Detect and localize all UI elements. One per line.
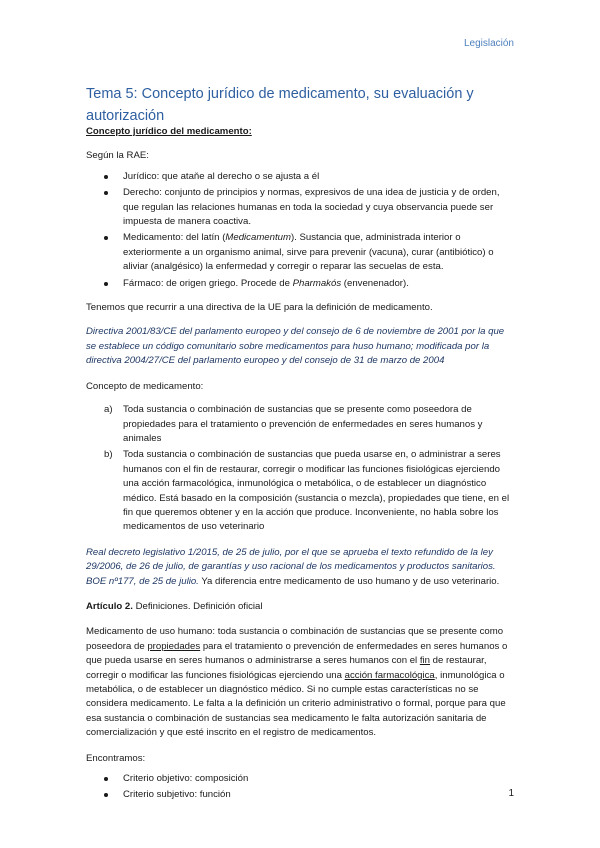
official-definition — [86, 625, 516, 740]
page-number: 1 — [508, 788, 514, 799]
definition-part: Medicamento de uso humano: toda sustancia o combinación de sustancias que se presente como poseedora de — [86, 626, 504, 652]
bullet-icon — [104, 777, 108, 781]
list-item-text: Derecho: conjunto de principios y normas, expresivos de una idea de justicia y de orden, que regulan las relaciones humanas en toda la sociedad y cuya observancia puede ser impuesta de manera coactiva. — [123, 187, 500, 228]
list-item — [86, 772, 516, 786]
bullet-icon — [104, 175, 108, 179]
decree-note: Ya diferencia entre medicamento de uso humano y de uso veterinario. — [198, 575, 500, 587]
concept-title: Concepto de medicamento: — [86, 380, 204, 392]
list-item-text-post: (envenenador). — [341, 277, 409, 289]
definition-keyword: acción farmacológica — [344, 669, 435, 681]
list-item-text-emphasis: Pharmakós — [292, 277, 342, 289]
list-item-text-emphasis: Medicamentum — [225, 232, 291, 244]
list-marker: a) — [104, 404, 113, 416]
decree-paragraph — [86, 546, 516, 589]
article-text: Definiciones. Definición oficial — [132, 600, 263, 612]
list-item-text: Toda sustancia o combinación de sustancias que pueda usarse en, o administrar a seres humanos con el fin de restaurar, corregir o modificar las funciones fisiológicas ejerciendo una acción farmacológica, inmunológica o metabólica, o de establecer un diagnóstico médico. Está basado en la composición (sustancia o mezcla), propiedades que tiene, en el fin que queremos obtener y en la acción que produce. Inconveniente, no habla sobre los medicamentos de uso veterinario — [123, 449, 510, 533]
definition-part: para el tratamiento o prevención de enfermedades en seres humanos o que pueda usarse en seres humanos o administrarse a seres humanos con el — [86, 640, 508, 667]
directive-intro: Tenemos que recurrir a una directiva de la UE para la definición de medicamento. — [86, 302, 433, 314]
list-item — [86, 277, 516, 291]
bullet-icon — [104, 236, 108, 240]
document-body — [86, 125, 516, 805]
list-item-text: Jurídico: que ataňe al derecho o se ajusta a él — [123, 170, 320, 182]
article-label: Artículo 2. — [86, 600, 133, 612]
criteria-list — [86, 772, 516, 803]
list-item — [86, 448, 516, 534]
list-item-text: Toda sustancia o combinación de sustancias que se presente como poseedora de propiedades para el tratamiento o prevención de enfermedades en seres humanos y animales — [123, 404, 483, 444]
bullet-icon — [104, 793, 108, 797]
list-item-text-post: ). Sustancia que, administrada interior o exteriormente a un organismo animal, sirve para prevenir (vacuna), curar (antibiótico) o aliviar (analgésico) la enfermedad y corregir o reparar las secuelas de esta. — [123, 232, 494, 273]
definition-keyword: propiedades — [147, 640, 201, 652]
list-item — [86, 231, 516, 274]
list-item-text: Criterio objetivo: composición — [123, 773, 249, 785]
section-subtitle: Concepto jurídico del medicamento: — [86, 126, 252, 137]
running-header: Legislación — [463, 38, 514, 49]
list-item — [86, 186, 516, 229]
rae-definitions-list — [86, 170, 516, 291]
list-item-text-pre: Medicamento: del latín ( — [123, 232, 226, 244]
list-item-text: Criterio subjetivo: función — [123, 789, 231, 801]
list-item — [86, 403, 516, 446]
bullet-icon — [104, 191, 108, 195]
found-intro: Encontramos: — [86, 752, 146, 764]
bullet-icon — [104, 282, 108, 286]
list-item-text-pre: Fármaco: de origen griego. Procede de — [123, 277, 293, 289]
definition-part: , inmunológica o metabólica, o de establecer un diagnóstico médico. Si no cumple estas características no se considera medicamento. Le falta a la definición un criterio administrativo o formal, porque para que esa sustancia o combinación de sustancias sea medicamento le falta autorización sanitaria de comercialización y que esté inscrito en el registro de medicamentos. — [86, 669, 506, 739]
concept-list — [86, 403, 516, 535]
list-marker: b) — [104, 449, 113, 461]
rae-intro: Según la RAE: — [86, 150, 149, 162]
article-heading — [86, 600, 516, 614]
list-item — [86, 788, 516, 802]
definition-keyword: fin — [419, 655, 430, 667]
directive-reference: Directiva 2001/83/CE del parlamento europeo y del consejo de 6 de noviembre de 2001 por la que se establece un código comunitario sobre medicamentos para huso humano; modificada por la directiva 2004/27/CE del parlamento europeo y del consejo de 31 de marzo de 2004 — [86, 326, 505, 367]
page-title: Tema 5: Concepto jurídico de medicamento, su evaluación y autorización — [86, 86, 474, 124]
definition-part: de restaurar, corregir o modificar las funciones fisiológicas ejerciendo una — [86, 655, 487, 681]
list-item — [86, 170, 516, 184]
decree-reference: Real decreto legislativo 1/2015, de 25 de julio, por el que se aprueba el texto refundido de la ley 29/2006, de 26 de julio, de garantías y uso racional de los medicamentos y productos sanitarios. BOE nº177, de 25 de julio. — [86, 546, 496, 587]
